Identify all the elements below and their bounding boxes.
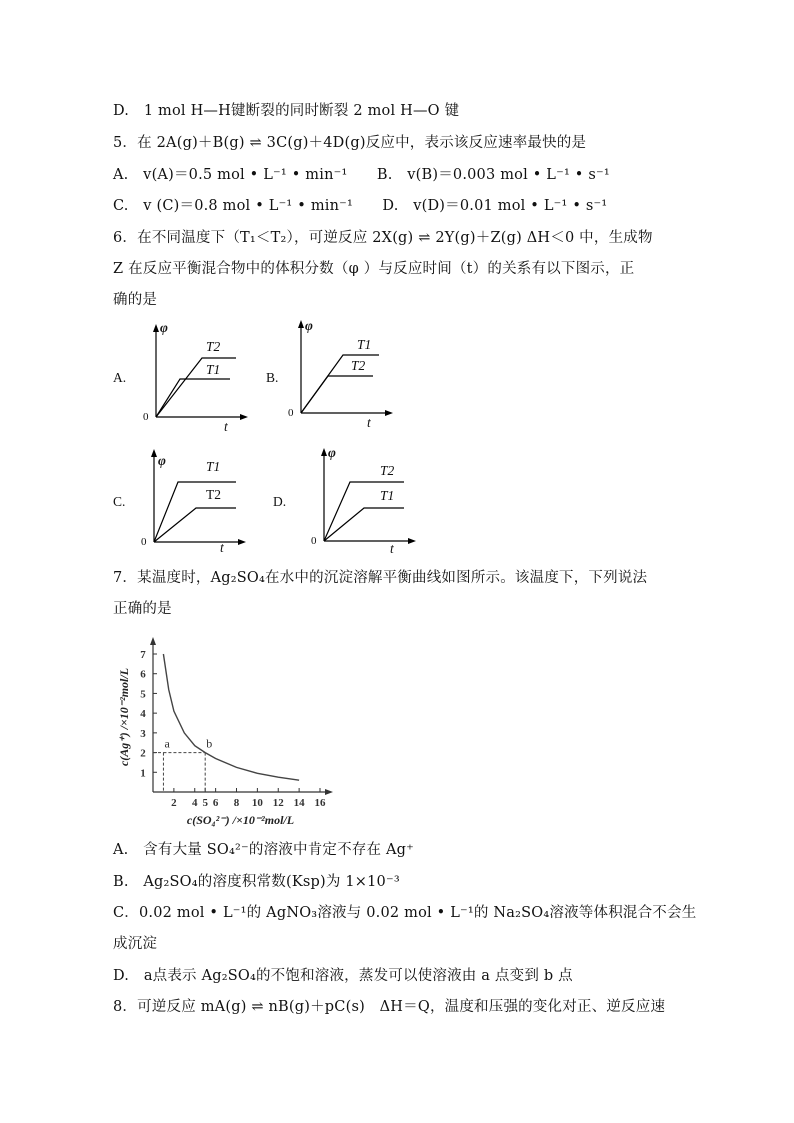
- y-tick-label: 3: [140, 727, 146, 740]
- y-tick-label: 4: [140, 708, 146, 721]
- graph-b-lower-label: T2: [351, 358, 366, 373]
- ksp-chart: [113, 632, 353, 832]
- y-tick-label: 1: [140, 767, 146, 780]
- graph-a-lower-label: T1: [206, 362, 221, 377]
- graph-b-y-label: φ: [305, 318, 313, 333]
- option-7c-line1: C．0.02 mol • L⁻¹的 AgNO₃溶液与 0.02 mol • L⁻¹的 Na₂SO₄溶液等体积混合不会生: [113, 905, 697, 921]
- y-tick-label: 2: [140, 747, 146, 760]
- y-axis-label: c(Ag⁺) /×10⁻²mol/L: [117, 667, 131, 767]
- graph-b-x-label: t: [367, 415, 371, 430]
- equilibrium-curve: [163, 654, 299, 780]
- x-tick-label: 6: [212, 797, 219, 809]
- graph-a: [140, 322, 250, 437]
- point-a-label: a: [164, 736, 170, 751]
- option-7b: B. Ag₂SO₄的溶度积常数(Ksp)为 1×10⁻³: [113, 874, 400, 890]
- graph-b-upper-label: T1: [357, 337, 372, 352]
- option-5ab: A. v(A)＝0.5 mol • L⁻¹ • min⁻¹ B. v(B)＝0.003 mol • L⁻¹ • s⁻¹: [113, 167, 610, 183]
- option-5cd: C. v (C)＝0.8 mol • L⁻¹ • min⁻¹ D. v(D)＝0.01 mol • L⁻¹ • s⁻¹: [113, 198, 608, 214]
- graph-d-lower-label: T1: [380, 488, 395, 503]
- y-axis-arrow: [150, 637, 156, 645]
- x-tick-label: 8: [233, 797, 240, 809]
- y-tick-label: 7: [140, 649, 146, 661]
- graph-d-y-label: φ: [328, 445, 336, 460]
- graph-d-origin: 0: [311, 535, 317, 547]
- graph-c: [138, 447, 248, 562]
- graph-d: [308, 446, 418, 561]
- x-axis-arrow: [325, 789, 333, 795]
- question-7-line2: 正确的是: [113, 601, 172, 617]
- graph-c-lower-label: T2: [206, 487, 221, 502]
- point-b-label: b: [206, 736, 213, 751]
- x-tick-label: 12: [272, 797, 284, 809]
- x-tick-label: 5: [202, 797, 208, 809]
- graph-a-origin: 0: [143, 411, 149, 423]
- graph-d-x-label: t: [390, 541, 394, 556]
- option-7a: A. 含有大量 SO₄²⁻的溶液中肯定不存在 Ag⁺: [113, 842, 415, 858]
- x-tick-label: 14: [293, 797, 305, 809]
- question-6-line2: Z 在反应平衡混合物中的体积分数（φ ）与反应时间（t）的关系有以下图示，正: [113, 261, 635, 277]
- question-8: 8．可逆反应 mA(g) ⇌ nB(g)＋pC(s) ΔH＝Q，温度和压强的变化对正、逆反应速: [113, 999, 666, 1015]
- option-7d: D. a点表示 Ag₂SO₄的不饱和溶液，蒸发可以使溶液由 a 点变到 b 点: [113, 968, 573, 984]
- question-5: 5．在 2A(g)＋B(g) ⇌ 3C(g)＋4D(g)反应中，表示该反应速率最快的是: [113, 135, 587, 151]
- graph-d-option: D.: [273, 494, 287, 509]
- graph-c-y-label: φ: [158, 453, 166, 468]
- graph-b-option: B.: [266, 370, 279, 385]
- y-tick-label: 6: [140, 668, 146, 681]
- graph-a-option: A.: [113, 370, 127, 385]
- y-tick-label: 5: [140, 688, 146, 701]
- graph-a-y-label: φ: [160, 320, 168, 335]
- graph-a-upper-label: T2: [206, 339, 221, 354]
- option-4d: D. 1 mol H—H键断裂的同时断裂 2 mol H—O 键: [113, 103, 460, 119]
- question-7-line1: 7．某温度时，Ag₂SO₄在水中的沉淀溶解平衡曲线如图所示。该温度下，下列说法: [113, 570, 648, 586]
- graph-c-x-label: t: [220, 540, 224, 555]
- option-7c-line2: 成沉淀: [113, 936, 158, 952]
- graph-c-origin: 0: [141, 536, 147, 548]
- graph-b-origin: 0: [288, 407, 294, 419]
- x-tick-label: 4: [192, 797, 198, 809]
- x-tick-label: 16: [314, 797, 326, 809]
- graph-d-upper-label: T2: [380, 463, 395, 478]
- graph-a-x-label: t: [224, 419, 228, 434]
- x-tick-label: 10: [251, 797, 263, 809]
- graph-c-upper-label: T1: [206, 459, 221, 474]
- graph-b: [285, 318, 395, 433]
- question-6-line1: 6．在不同温度下（T₁＜T₂），可逆反应 2X(g) ⇌ 2Y(g)＋Z(g) ΔH＜0 中，生成物: [113, 230, 653, 246]
- x-tick-label: 2: [171, 797, 177, 809]
- question-6-line3: 确的是: [113, 292, 158, 308]
- x-axis-label: c(SO₄²⁻) /×10⁻²mol/L: [186, 813, 295, 827]
- graph-c-option: C.: [113, 494, 126, 509]
